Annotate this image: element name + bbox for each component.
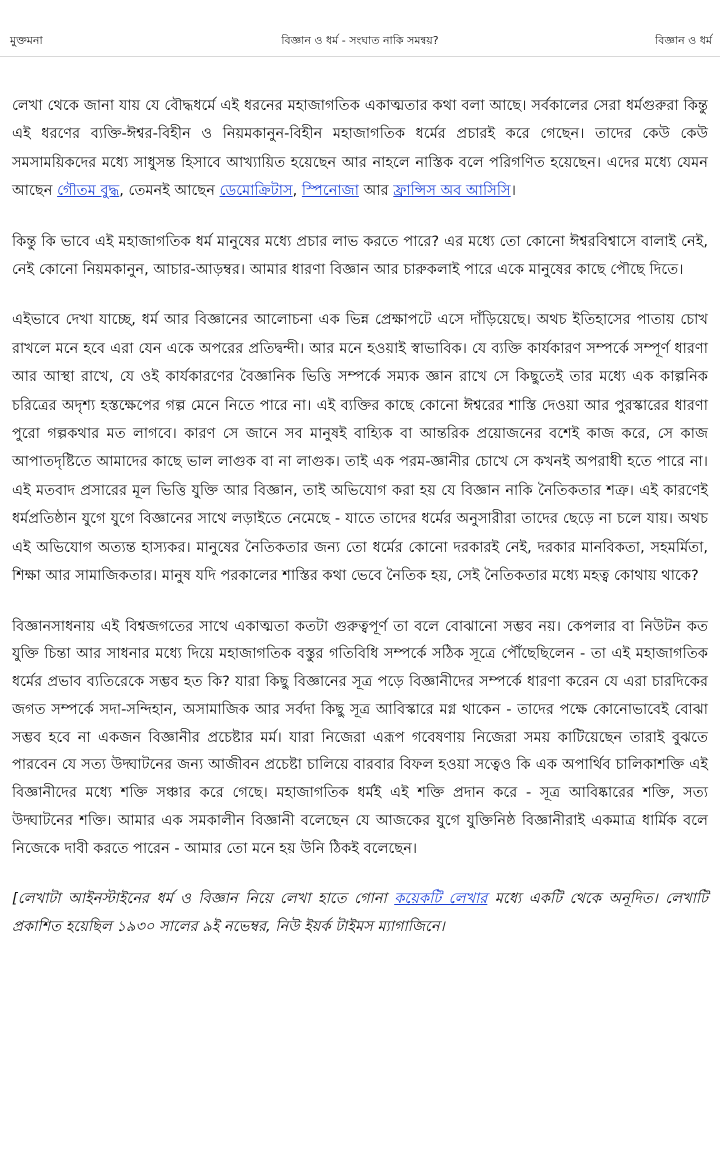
paragraph-1-text-a: লেখা থেকে জানা যায় যে বৌদ্ধধর্মে এই ধরনের মহাজাগতিক একাত্মতার কথা বলা আছে। সর্বকালের সেরা ধর্মগুরুরা কিন্তু এই ধরণের ব্যক্তি-ঈশ্বর-বিহীন ও নিয়মকানুন-বিহীন মহাজাগতিক ধর্মের প্রচারই করে গেছেন। তাদের কেউ কেউ সমসাময়িকদের মধ্যে সাধুসন্ত হিসাবে আখ্যায়িত হয়েছেন আর নাহলে নাস্তিক বলে পরিগণিত হয়েছেন। এদের মধ্যে যেমন আছেন xyxy=(12,97,708,200)
link-gautama-buddha[interactable]: গৌতম বুদ্ধ xyxy=(57,182,120,200)
paragraph-3: এইভাবে দেখা যাচ্ছে, ধর্ম আর বিজ্ঞানের আলোচনা এক ভিন্ন প্রেক্ষাপটে এসে দাঁড়িয়েছে। অথচ ইতিহাসের পাতায় চোখ রাখলে মনে হবে এরা যেন একে অপরের প্রতিদ্বন্দী। আর মনে হওয়াই স্বাভাবিক। যে ব্যক্তি কার্যকারণ সম্পর্কে সম্পূর্ণ ধারণা আর আস্থা রাখে, যে ওই কার্যকারণের বৈজ্ঞানিক ভিত্তি সম্পর্কে সম্যক জ্ঞান রাখে সে কিছুতেই তার মধ্যে এক কাল্পনিক চরিত্রের অদৃশ্য হস্তক্ষেপের গল্প মেনে নিতে পারে না। এই ব্যক্তির কাছে কোনো ঈশ্বরের শাস্তি দেওয়া আর পুরস্কারের ধারণা পুরো গল্পকথার মত লাগবে। কারণ সে জানে সব মানুষই বাহ্যিক বা আন্তরিক প্রয়োজনের বশেই কাজ করে, সে কাজ আপাতদৃষ্টিতে আমাদের কাছে ভাল লাগুক বা না লাগুক। তাই এক পরম-জ্ঞানীর চোখে সে কখনই অপরাধী হতে পারে না। এই মতবাদ প্রসারের মূল ভিত্তি যুক্তি আর বিজ্ঞান, তাই অভিযোগ করা হয় যে বিজ্ঞান নাকি নৈতিকতার শত্রু। এই কারণেই ধর্মপ্রতিষ্ঠান যুগে যুগে বিজ্ঞানের সাথে লড়াইতে নেমেছে - যাতে তাদের ধর্মের অনুসারীরা তাদের ছেড়ে না চলে যায়। অথচ এই অভিযোগ অত্যন্ত হাস্যকর। মানুষের নৈতিকতার জন্য তো ধর্মের কোনো দরকারই নেই, দরকার মানবিকতা, সহমর্মিতা, শিক্ষা আর সামাজিকতার। মানুষ যদি পরকালের শাস্তির কথা ভেবে নৈতিক হয়, সেই নৈতিকতার মধ্যে মহত্ব কোথায় থাকে? xyxy=(12,311,708,585)
link-francis-of-assisi[interactable]: ফ্রান্সিস অব আসিসি xyxy=(393,182,511,200)
translator-note-text-b: মধ্যে একটি থেকে অনূদিত। লেখাটি প্রকাশিত হয়েছিল ১৯৩০ সালের ৯ই নভেম্বর, নিউ ইয়র্ক টাইমস ম্যাগাজিনে। xyxy=(12,889,708,936)
paragraph-1 xyxy=(12,92,708,206)
paragraph-2: কিন্তু কি ভাবে এই মহাজাগতিক ধর্ম মানুষের মধ্যে প্রচার লাভ করতে পারে? এর মধ্যে তো কোনো ঈশ্বরবিশ্বাসে বালাই নেই, নেই কোনো নিয়মকানুন, আচার-আড়ম্বর। আমার ধারণা বিজ্ঞান আর চারুকলাই পারে একে মানুষের কাছে পৌছে দিতে। xyxy=(12,232,708,279)
page-header xyxy=(0,0,720,56)
paragraph-4: বিজ্ঞানসাধনায় এই বিশ্বজগতের সাথে একাত্মতা কতটা গুরুত্বপূর্ণ তা বলে বোঝানো সম্ভব নয়। কেপলার বা নিউটন কত যুক্তি চিন্তা আর সাধনার মধ্যে দিয়ে মহাজাগতিক বস্তুর গতিবিধি সম্পর্কে সঠিক সূত্রে পৌঁছেছিলেন - তা এই মহাজাগতিক ধর্মের প্রভাব ব্যতিরেকে সম্ভব হত কি? যারা কিছু বিজ্ঞানের সূত্র পড়ে বিজ্ঞানীদের সম্পর্কে ধারণা করেন যে এরা চারদিকের জগত সম্পর্কে সদা-সন্দিহান, অসামাজিক আর সর্বদা কিছু সূত্র আবিস্কারে মগ্ন থাকেন - তাদের পক্ষে কোনোভাবেই বোঝা সম্ভব হবে না একজন বিজ্ঞানীর প্রচেষ্টার মর্ম। যারা নিজেরা এরূপ গবেষণায় নিজেরা সময় কাটিয়েছেন তারাই বুঝতে পারবেন যে সত্য উদ্ঘাটনের জন্য আজীবন প্রচেষ্টা চালিয়ে বারবার বিফল হওয়া সত্বেও কি এক অপার্থিব চালিকাশক্তি এই বিজ্ঞানীদের মধ্যে শক্তি সঞ্চার করে গেছে। মহাজাগতিক ধর্মই এই শক্তি প্রদান করে - সূত্র আবিষ্কারের শক্তি, সত্য উদ্ঘাটনের শক্তি। আমার এক সমকালীন বিজ্ঞানী বলেছেন যে আজকের যুগে যুক্তিনিষ্ঠ বিজ্ঞানীরাই একমাত্র ধার্মিক বলে নিজেকে দাবী করতে পারেন - আমার তো মনে হয় উনি ঠিকই বলেছেন। xyxy=(12,617,708,857)
translator-note-text-a: [লেখাটা আইনস্টাইনের ধর্ম ও বিজ্ঞান নিয়ে লেখা হাতে গোনা xyxy=(12,889,395,907)
paragraph-1-text-d: আর xyxy=(358,182,394,200)
paragraph-1-text-b: , তেমনই আছেন xyxy=(119,182,220,200)
paragraph-1-text-c: , xyxy=(292,182,302,200)
link-few-writings[interactable]: কয়েকটি লেখার xyxy=(394,889,488,907)
translator-note xyxy=(12,885,708,942)
link-democritus[interactable]: ডেমোক্রিটাস xyxy=(219,182,293,200)
paragraph-1-text-e: । xyxy=(510,182,516,200)
link-spinoza[interactable]: স্পিনোজা xyxy=(301,182,359,200)
header-divider xyxy=(0,56,720,57)
header-article-title: বিজ্ঞান ও ধর্ম - সংঘাত নাকি সমন্বয়? xyxy=(281,34,439,47)
header-section-name: বিজ্ঞান ও ধর্ম xyxy=(655,34,712,47)
article-body xyxy=(12,92,708,963)
header-site-name: মুক্তমনা xyxy=(10,34,43,47)
